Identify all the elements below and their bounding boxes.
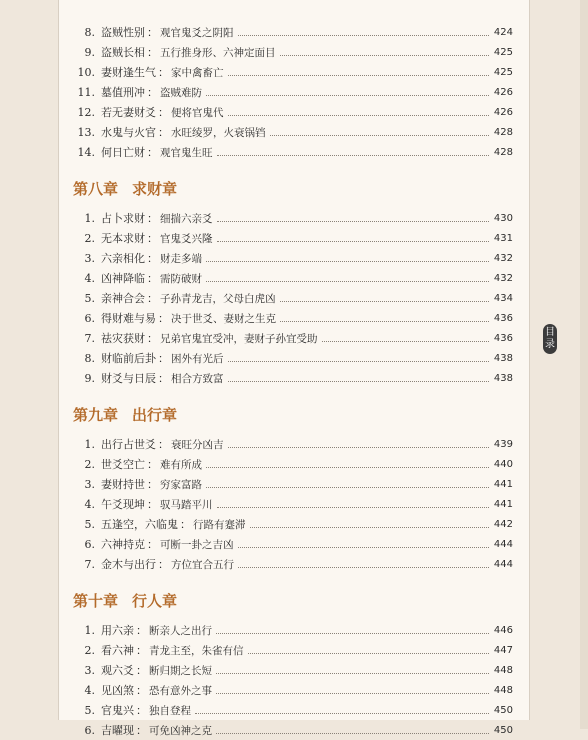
dot-leader xyxy=(206,281,489,282)
entry-colon: ： xyxy=(147,86,158,99)
entry-number: 7. xyxy=(84,557,95,571)
entry-title: 六亲相化 xyxy=(101,252,145,265)
entry-page-number: 426 xyxy=(493,106,513,118)
chapter-heading xyxy=(73,586,513,614)
entry-number: 5. xyxy=(84,517,95,531)
entry-colon: ： xyxy=(180,518,191,531)
entry-page-number: 448 xyxy=(493,664,513,676)
entry-title: 六神持克 xyxy=(101,538,145,551)
entry-page-number: 441 xyxy=(493,498,513,510)
toc-entry[interactable] xyxy=(73,640,513,660)
entry-number: 12. xyxy=(77,105,95,119)
dot-leader xyxy=(206,467,489,468)
entry-title: 官鬼兴 xyxy=(101,704,134,717)
entry-number: 10. xyxy=(77,65,95,79)
entry-title: 若无妻财爻 xyxy=(101,106,156,119)
entry-title: 财临前后卦 xyxy=(101,352,156,365)
entry-colon: ： xyxy=(158,438,169,451)
entry-number: 9. xyxy=(84,371,95,385)
dot-leader xyxy=(228,361,490,362)
entry-page-number: 426 xyxy=(493,86,513,98)
entry-subtitle: 衰旺分凶吉 xyxy=(171,438,224,451)
entry-subtitle: 观官鬼生旺 xyxy=(160,146,213,159)
dot-leader xyxy=(216,733,489,734)
entry-title: 无本求财 xyxy=(101,232,145,245)
entry-subtitle: 兄弟官鬼宜受冲，妻财子孙宜受助 xyxy=(160,332,318,345)
dot-leader xyxy=(250,527,490,528)
entry-subtitle: 青龙主至，朱雀有信 xyxy=(149,644,244,657)
entry-subtitle: 独自登程 xyxy=(149,704,191,717)
entry-title: 何日亡财 xyxy=(101,146,145,159)
entry-number: 3. xyxy=(84,251,95,265)
entry-number: 5. xyxy=(84,291,95,305)
entry-colon: ： xyxy=(158,558,169,571)
entry-colon: ： xyxy=(158,312,169,325)
entry-colon: ： xyxy=(147,146,158,159)
entry-colon: ： xyxy=(147,538,158,551)
entry-number: 5. xyxy=(84,703,95,717)
entry-page-number: 425 xyxy=(493,46,513,58)
entry-title: 看六神 xyxy=(101,644,134,657)
toc-entry[interactable] xyxy=(73,494,513,514)
entry-number: 9. xyxy=(84,45,95,59)
entry-colon: ： xyxy=(147,212,158,225)
entry-colon: ： xyxy=(158,106,169,119)
chapter-heading xyxy=(73,400,513,428)
entry-subtitle: 断亲人之出行 xyxy=(149,624,212,637)
entry-subtitle: 决于世爻、妻财之生克 xyxy=(171,312,276,325)
entry-subtitle: 需防破财 xyxy=(160,272,202,285)
entry-subtitle: 可免凶神之克 xyxy=(149,724,212,737)
entry-subtitle: 细揣六亲爻 xyxy=(160,212,213,225)
entry-page-number: 434 xyxy=(493,292,513,304)
entry-colon: ： xyxy=(136,644,147,657)
entry-title: 用六亲 xyxy=(101,624,134,637)
dot-leader xyxy=(322,341,490,342)
entry-page-number: 436 xyxy=(493,312,513,324)
dot-leader xyxy=(217,155,490,156)
chapter-title: 出行章 xyxy=(132,405,178,424)
entry-page-number: 428 xyxy=(493,126,513,138)
toc-entry[interactable] xyxy=(73,42,513,62)
toc-entry[interactable] xyxy=(73,680,513,700)
toc-entry[interactable] xyxy=(73,620,513,640)
entry-number: 2. xyxy=(84,231,95,245)
entry-page-number: 450 xyxy=(493,704,513,716)
entry-number: 11. xyxy=(77,85,95,99)
dot-leader xyxy=(270,135,490,136)
dot-leader xyxy=(206,95,489,96)
entry-number: 6. xyxy=(84,311,95,325)
dot-leader xyxy=(206,261,489,262)
entry-page-number: 442 xyxy=(493,518,513,530)
dot-leader xyxy=(217,241,490,242)
entry-title: 妻财持世 xyxy=(101,478,145,491)
entry-subtitle: 难有所成 xyxy=(160,458,202,471)
dot-leader xyxy=(280,321,489,322)
entry-colon: ： xyxy=(158,372,169,385)
entry-page-number: 446 xyxy=(493,624,513,636)
entry-number: 13. xyxy=(77,125,95,139)
toc-entry[interactable] xyxy=(73,434,513,454)
entry-colon: ： xyxy=(147,458,158,471)
entry-subtitle: 行路有蹇滞 xyxy=(193,518,246,531)
entry-page-number: 430 xyxy=(493,212,513,224)
toc-entry[interactable] xyxy=(73,288,513,308)
dot-leader xyxy=(216,633,489,634)
chapter-heading xyxy=(73,174,513,202)
toc-entry[interactable] xyxy=(73,328,513,348)
page-edge xyxy=(580,0,588,729)
entry-title: 占卜求财 xyxy=(101,212,145,225)
toc-entry[interactable] xyxy=(73,348,513,368)
entry-number: 1. xyxy=(84,623,95,637)
entry-colon: ： xyxy=(147,272,158,285)
table-of-contents xyxy=(73,22,513,740)
toc-entry[interactable] xyxy=(73,700,513,720)
entry-title: 五逢空，六临鬼 xyxy=(101,518,178,531)
entry-page-number: 425 xyxy=(493,66,513,78)
entry-subtitle: 子孙青龙吉，父母白虎凶 xyxy=(160,292,276,305)
entry-page-number: 450 xyxy=(493,724,513,736)
chapter-title: 求财章 xyxy=(132,179,178,198)
entry-subtitle: 水旺绫罗，火衰锅铛 xyxy=(171,126,266,139)
dot-leader xyxy=(217,221,490,222)
toc-entry[interactable] xyxy=(73,268,513,288)
entry-number: 14. xyxy=(77,145,95,159)
entry-page-number: 431 xyxy=(493,232,513,244)
toc-entry[interactable] xyxy=(73,248,513,268)
entry-title: 金木与出行 xyxy=(101,558,156,571)
toc-entry[interactable] xyxy=(73,22,513,42)
dot-leader xyxy=(238,547,490,548)
side-tab-char: 录 xyxy=(545,339,555,350)
entry-page-number: 438 xyxy=(493,352,513,364)
toc-entry[interactable] xyxy=(73,514,513,534)
toc-entry[interactable] xyxy=(73,62,513,82)
entry-subtitle: 相合方致富 xyxy=(171,372,224,385)
toc-entry[interactable] xyxy=(73,720,513,740)
toc-entry[interactable] xyxy=(73,554,513,574)
toc-entry[interactable] xyxy=(73,308,513,328)
toc-entry[interactable] xyxy=(73,208,513,228)
entry-colon: ： xyxy=(136,664,147,677)
entry-subtitle: 断归期之长短 xyxy=(149,664,212,677)
entry-title: 观六爻 xyxy=(101,664,134,677)
entry-colon: ： xyxy=(147,232,158,245)
chapter-title: 行人章 xyxy=(132,591,178,610)
entry-colon: ： xyxy=(136,624,147,637)
entry-page-number: 440 xyxy=(493,458,513,470)
dot-leader xyxy=(206,487,489,488)
chapter-number: 第九章 xyxy=(73,405,119,424)
entry-colon: ： xyxy=(136,704,147,717)
entry-subtitle: 五行推身形、六神定面目 xyxy=(160,46,276,59)
entry-subtitle: 驭马踏平川 xyxy=(160,498,213,511)
entry-page-number: 448 xyxy=(493,684,513,696)
entry-number: 3. xyxy=(84,663,95,677)
entry-subtitle: 观官鬼爻之阴阳 xyxy=(160,26,234,39)
entry-page-number: 428 xyxy=(493,146,513,158)
entry-number: 8. xyxy=(84,351,95,365)
entry-title: 得财难与易 xyxy=(101,312,156,325)
entry-page-number: 432 xyxy=(493,272,513,284)
toc-entry[interactable] xyxy=(73,102,513,122)
entry-colon: ： xyxy=(147,26,158,39)
entry-page-number: 439 xyxy=(493,438,513,450)
entry-number: 1. xyxy=(84,211,95,225)
toc-entry[interactable] xyxy=(73,142,513,162)
dot-leader xyxy=(216,673,489,674)
dot-leader xyxy=(248,653,490,654)
dot-leader xyxy=(228,381,490,382)
dot-leader xyxy=(228,447,490,448)
entry-colon: ： xyxy=(147,478,158,491)
toc-entry[interactable] xyxy=(73,82,513,102)
toc-entry[interactable] xyxy=(73,228,513,248)
entry-number: 8. xyxy=(84,25,95,39)
entry-colon: ： xyxy=(147,252,158,265)
entry-subtitle: 穷家富路 xyxy=(160,478,202,491)
chapter-number: 第十章 xyxy=(73,591,119,610)
entry-number: 3. xyxy=(84,477,95,491)
entry-number: 4. xyxy=(84,497,95,511)
entry-page-number: 432 xyxy=(493,252,513,264)
entry-title: 妻财逢生气 xyxy=(101,66,156,79)
side-tab-label xyxy=(543,324,557,354)
entry-title: 世爻空亡 xyxy=(101,458,145,471)
toc-entry[interactable] xyxy=(73,368,513,388)
dot-leader xyxy=(280,301,490,302)
entry-number: 1. xyxy=(84,437,95,451)
dot-leader xyxy=(228,75,490,76)
entry-subtitle: 困外有光后 xyxy=(171,352,224,365)
entry-page-number: 436 xyxy=(493,332,513,344)
entry-title: 亲神合会 xyxy=(101,292,145,305)
dot-leader xyxy=(217,507,490,508)
entry-title: 祛灾获财 xyxy=(101,332,145,345)
entry-title: 水鬼与火官 xyxy=(101,126,156,139)
entry-colon: ： xyxy=(147,332,158,345)
entry-title: 午爻现坤 xyxy=(101,498,145,511)
entry-number: 2. xyxy=(84,643,95,657)
entry-title: 盗贼长相 xyxy=(101,46,145,59)
entry-page-number: 447 xyxy=(493,644,513,656)
toc-entry[interactable] xyxy=(73,454,513,474)
dot-leader xyxy=(280,55,490,56)
entry-title: 见凶煞 xyxy=(101,684,134,697)
entry-title: 出行占世爻 xyxy=(101,438,156,451)
entry-number: 4. xyxy=(84,271,95,285)
entry-number: 6. xyxy=(84,537,95,551)
entry-subtitle: 官鬼爻兴隆 xyxy=(160,232,213,245)
entry-subtitle: 家中禽畜亡 xyxy=(171,66,224,79)
entry-title: 墓值刑冲 xyxy=(101,86,145,99)
toc-page xyxy=(58,0,530,737)
entry-colon: ： xyxy=(158,66,169,79)
entry-title: 吉曜现 xyxy=(101,724,134,737)
entry-subtitle: 可断一卦之吉凶 xyxy=(160,538,234,551)
dot-leader xyxy=(195,713,489,714)
dot-leader xyxy=(216,693,489,694)
toc-entry[interactable] xyxy=(73,660,513,680)
dot-leader xyxy=(238,35,490,36)
entry-colon: ： xyxy=(158,126,169,139)
entry-number: 6. xyxy=(84,723,95,737)
entry-subtitle: 财走多端 xyxy=(160,252,202,265)
entry-page-number: 444 xyxy=(493,558,513,570)
side-tab-char: 目 xyxy=(545,327,555,338)
entry-number: 4. xyxy=(84,683,95,697)
entry-number: 7. xyxy=(84,331,95,345)
entry-colon: ： xyxy=(136,724,147,737)
entry-subtitle: 方位宜合五行 xyxy=(171,558,234,571)
entry-colon: ： xyxy=(136,684,147,697)
entry-colon: ： xyxy=(147,292,158,305)
entry-subtitle: 便将官鬼代 xyxy=(171,106,224,119)
entry-number: 2. xyxy=(84,457,95,471)
entry-page-number: 444 xyxy=(493,538,513,550)
dot-leader xyxy=(238,567,489,568)
dot-leader xyxy=(228,115,490,116)
entry-subtitle: 恐有意外之事 xyxy=(149,684,212,697)
entry-page-number: 424 xyxy=(493,26,513,38)
toc-entry[interactable] xyxy=(73,474,513,494)
entry-title: 盗贼性别 xyxy=(101,26,145,39)
entry-title: 凶神降临 xyxy=(101,272,145,285)
entry-subtitle: 盗贼难防 xyxy=(160,86,202,99)
entry-page-number: 441 xyxy=(493,478,513,490)
entry-colon: ： xyxy=(147,46,158,59)
entry-colon: ： xyxy=(147,498,158,511)
entry-colon: ： xyxy=(158,352,169,365)
entry-title: 财爻与日辰 xyxy=(101,372,156,385)
entry-page-number: 438 xyxy=(493,372,513,384)
toc-entry[interactable] xyxy=(73,534,513,554)
chapter-number: 第八章 xyxy=(73,179,119,198)
toc-entry[interactable] xyxy=(73,122,513,142)
